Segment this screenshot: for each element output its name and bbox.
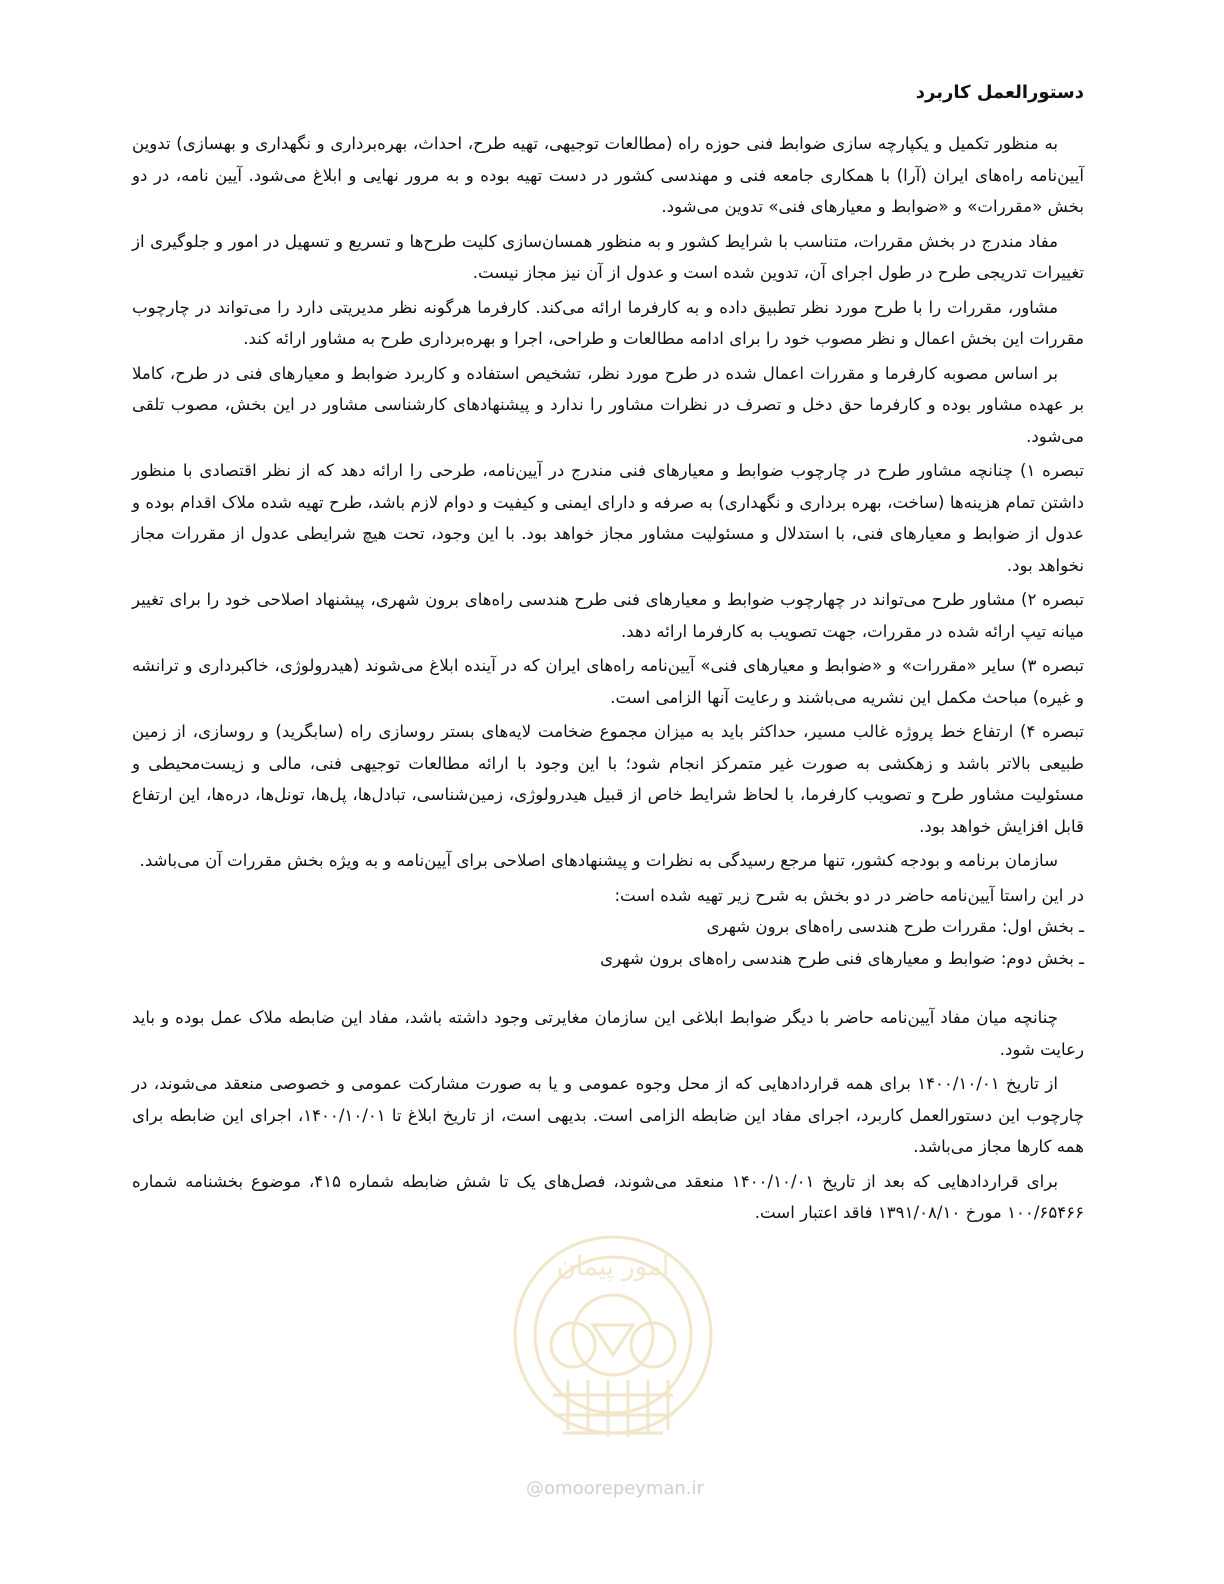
section-item-1: ـ بخش اول: مقررات طرح هندسی راه‌های برون شهری [706, 917, 1084, 936]
watermark-url: @omoorepeyman.ir [526, 1478, 704, 1499]
section-item-2: ـ بخش دوم: ضوابط و معیارهای فنی طرح هندسی راه‌های برون شهری [600, 948, 1084, 968]
spacer [132, 974, 1084, 1002]
sections-intro: در این راستا آیین‌نامه حاضر در دو بخش به شرح زیر تهیه شده است: [614, 885, 1084, 905]
intro-paragraph-2: مفاد مندرج در بخش مقررات، متناسب با شرایط کشور و به منظور همسان‌سازی کلیت طرح‌ها و تسریع و تسهیل در امور و جلوگیری از تغییرات تدریجی طرح در طول اجرای آن، تدوین شده است و عدول از آن نیز مجاز نیست. [132, 231, 1084, 282]
closing-paragraph-3: برای قراردادهایی که بعد از تاریخ ۱۴۰۰/۱۰/۰۱ منعقد می‌شوند، فصل‌های یک تا شش ضابطه شماره ۴۱۵، موضوع بخشنامه شماره ۱۰۰/۶۵۴۶۶ مورخ ۱۳۹۱/۰۸/۱۰ فاقد اعتبار است. [132, 1171, 1084, 1222]
watermark-logo [498, 1205, 728, 1480]
page-title: دستورالعمل کاربرد [915, 82, 1084, 103]
note-4: تبصره ۴) ارتفاع خط پروژه غالب مسیر، حداکثر باید به میزان مجموع ضخامت لایه‌های بستر روسازی راه (سابگرید) و روسازی، از زمین طبیعی بالاتر باشد و زهکشی به صورت غیر متمرکز انجام شود؛ با این وجود با ارائه مطالعات توجیهی فنی، مالی و زیست‌محیطی و مسئولیت مشاور طرح و تصویب کارفرما، با لحاظ شرایط خاص از قبیل هیدرولوژی، زمین‌شناسی، تبادل‌ها، پل‌ها، تونل‌ها، دره‌ها، این ارتفاع قابل افزایش خواهد بود. [132, 722, 1084, 836]
note-3: تبصره ۳) سایر «مقررات» و «ضوابط و معیارهای فنی» آیین‌نامه راه‌های ایران که در آینده ابلاغ می‌شوند (هیدرولوژی، خاکبرداری و ترانشه و غیره) مباحث مکمل این نشریه می‌باشند و رعایت آنها الزامی است. [132, 656, 1085, 707]
closing-paragraph-1: چنانچه میان مفاد آیین‌نامه حاضر با دیگر ضوابط ابلاغی این سازمان مغایرتی وجود داشته باشد، مفاد این ضابطه ملاک عمل بوده و باید رعایت شود. [132, 1008, 1084, 1059]
intro-paragraph-4: بر اساس مصوبه کارفرما و مقررات اعمال شده در طرح مورد نظر، تشخیص استفاده و کاربرد ضوابط و معیارهای فنی در طرح، کاملا بر عهده مشاور بوده و کارفرما حق دخل و تصرف در نظرات مشاور را ندارد و پیشنهادهای کارشناسی مشاور در این بخش، مصوب تلقی می‌شود. [132, 363, 1084, 446]
closing-paragraph-2: از تاریخ ۱۴۰۰/۱۰/۰۱ برای همه قراردادهایی که از محل وجوه عمومی و یا به صورت مشارکت عمومی و خصوصی منعقد می‌شوند، در چارچوب این دستورالعمل کاربرد، اجرای مفاد این ضابطه الزامی است. بدیهی است، از تاریخ ابلاغ تا ۱۴۰۰/۱۰/۰۱، اجرای این ضابطه برای همه کارها مجاز می‌باشد. [132, 1074, 1084, 1156]
note-1: تبصره ۱) چنانچه مشاور طرح در چارچوب ضوابط و معیارهای فنی مندرج در آیین‌نامه، طرحی را ارائه دهد که از نظر اقتصادی با منظور داشتن تمام هزینه‌ها (ساخت، بهره برداری و نگهداری) به صرفه و دارای ایمنی و کیفیت و دوام لازم باشد، طرح تهیه شده ملاک اقدام بوده و عدول از ضوابط و معیارهای فنی، با استدلال و مسئولیت مشاور مجاز خواهد بود. با این وجود، تحت هیچ شرایطی عدول از مقررات مجاز نخواهد بود. [132, 461, 1085, 575]
note-2: تبصره ۲) مشاور طرح می‌تواند در چهارچوب ضوابط و معیارهای فنی طرح هندسی راه‌های برون شهری، پیشنهاد اصلاحی خود را برای تغییر میانه تیپ ارائه شده در مقررات، جهت تصویب به کارفرما ارائه دهد. [132, 590, 1085, 641]
intro-paragraph-3: مشاور، مقررات را با طرح مورد نظر تطبیق داده و به کارفرما ارائه می‌کند. کارفرما هرگونه نظر مدیریتی دارد را می‌تواند در چارچوب مقررات این بخش اعمال و نظر مصوب خود را برای ادامه مطالعات و طراحی، اجرا و بهره‌برداری طرح به مشاور ارائه کند. [132, 297, 1084, 348]
budget-paragraph: سازمان برنامه و بودجه کشور، تنها مرجع رسیدگی به نظرات و پیشنهادهای اصلاحی برای آیین‌نامه و به ویژه بخش مقررات آن می‌باشد. [139, 851, 1058, 870]
intro-paragraph-1: به منظور تکمیل و یکپارچه سازی ضوابط فنی حوزه راه (مطالعات توجیهی، تهیه طرح، احداث، بهره‌برداری و نگهداری و بهسازی) تدوین آیین‌نامه راه‌های ایران (آرا) با همکاری جامعه فنی و مهندسی کشور در دست تهیه بوده و به مرور نهایی و ابلاغ می‌شود. آیین نامه، در دو بخش «مقررات» و «ضوابط و معیارهای فنی» تدوین می‌شود. [132, 134, 1084, 216]
watermark-logo-text: امور پیمان [556, 1252, 670, 1282]
document-body [132, 78, 1084, 1232]
